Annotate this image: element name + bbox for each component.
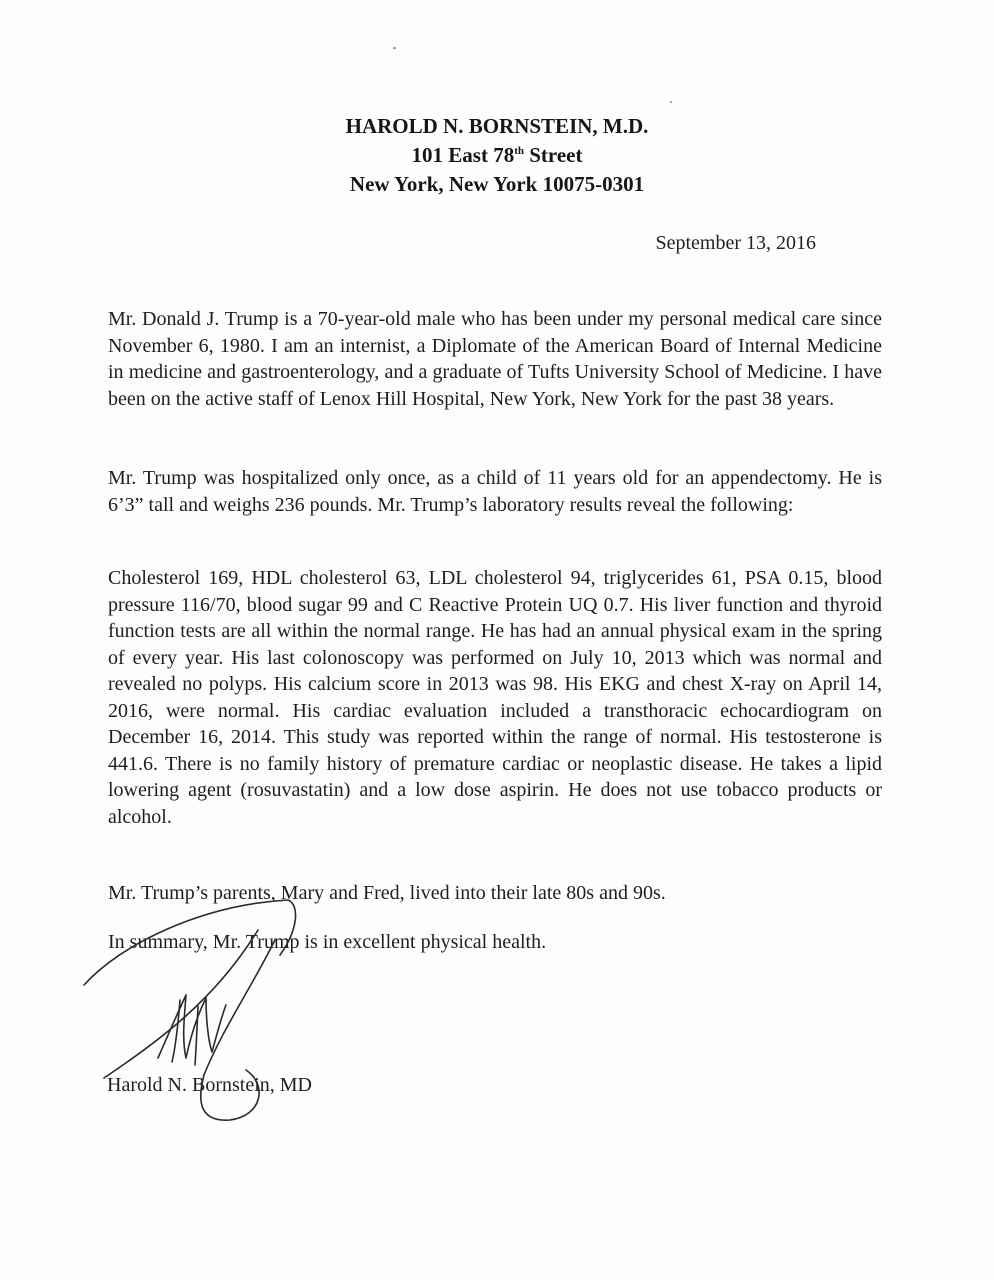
paragraph-lab-results: Cholesterol 169, HDL cholesterol 63, LDL cholesterol 94, triglycerides 61, PSA 0.15, blood pressure 116/70, blood sugar 99 and C Reactive Protein UQ 0.7. His liver function and thyroid function tests are all within the normal range. He has had an annual physical exam in the spring of every year. His last colonoscopy was performed on July 10, 2013 which was normal and revealed no polyps. His calcium score in 2013 was 98. His EKG and chest X-ray on April 14, 2016, were normal. His cardiac evaluation included a transthoracic echocardiogram on December 16, 2014. This study was reported within the range of normal. His testosterone is 441.6. There is no family history of premature cardiac or neoplastic disease. He takes a lipid lowering agent (rosuvastatin) and a low dose aspirin. He does not use tobacco products or alcohol. — [108, 567, 882, 828]
street-name: Street — [529, 143, 583, 167]
scan-speck — [393, 47, 396, 49]
paragraph-family: Mr. Trump’s parents, Mary and Fred, lived into their late 80s and 90s. — [108, 882, 666, 904]
paragraph-credentials: Mr. Donald J. Trump is a 70-year-old male who has been under my personal medical care since November 6, 1980. I am an internist, a Diplomate of the American Board of Internal Medicine in medicine and gastroenterology, and a graduate of Tufts University School of Medicine. I have been on the active staff of Lenox Hill Hospital, New York, New York for the past 38 years. — [108, 308, 882, 410]
signer-name: Harold N. Bornstein, MD — [107, 1074, 312, 1096]
letter-date: September 13, 2016 — [655, 232, 816, 254]
scan-speck — [670, 101, 672, 103]
street-address — [0, 141, 994, 170]
paragraph-summary: In summary, Mr. Trump is in excellent physical health. — [108, 931, 547, 953]
street-number: 101 East 78 — [411, 143, 515, 167]
street-ordinal-suffix: th — [514, 145, 524, 157]
city-line: New York, New York 10075-0301 — [349, 172, 645, 196]
paragraph-history: Mr. Trump was hospitalized only once, as a child of 11 years old for an appendectomy. He is 6’3” tall and weighs 236 pounds. Mr. Trump’s laboratory results reveal the following: — [108, 467, 882, 516]
physician-name: HAROLD N. BORNSTEIN, M.D. — [345, 114, 649, 138]
letterhead — [0, 112, 994, 199]
